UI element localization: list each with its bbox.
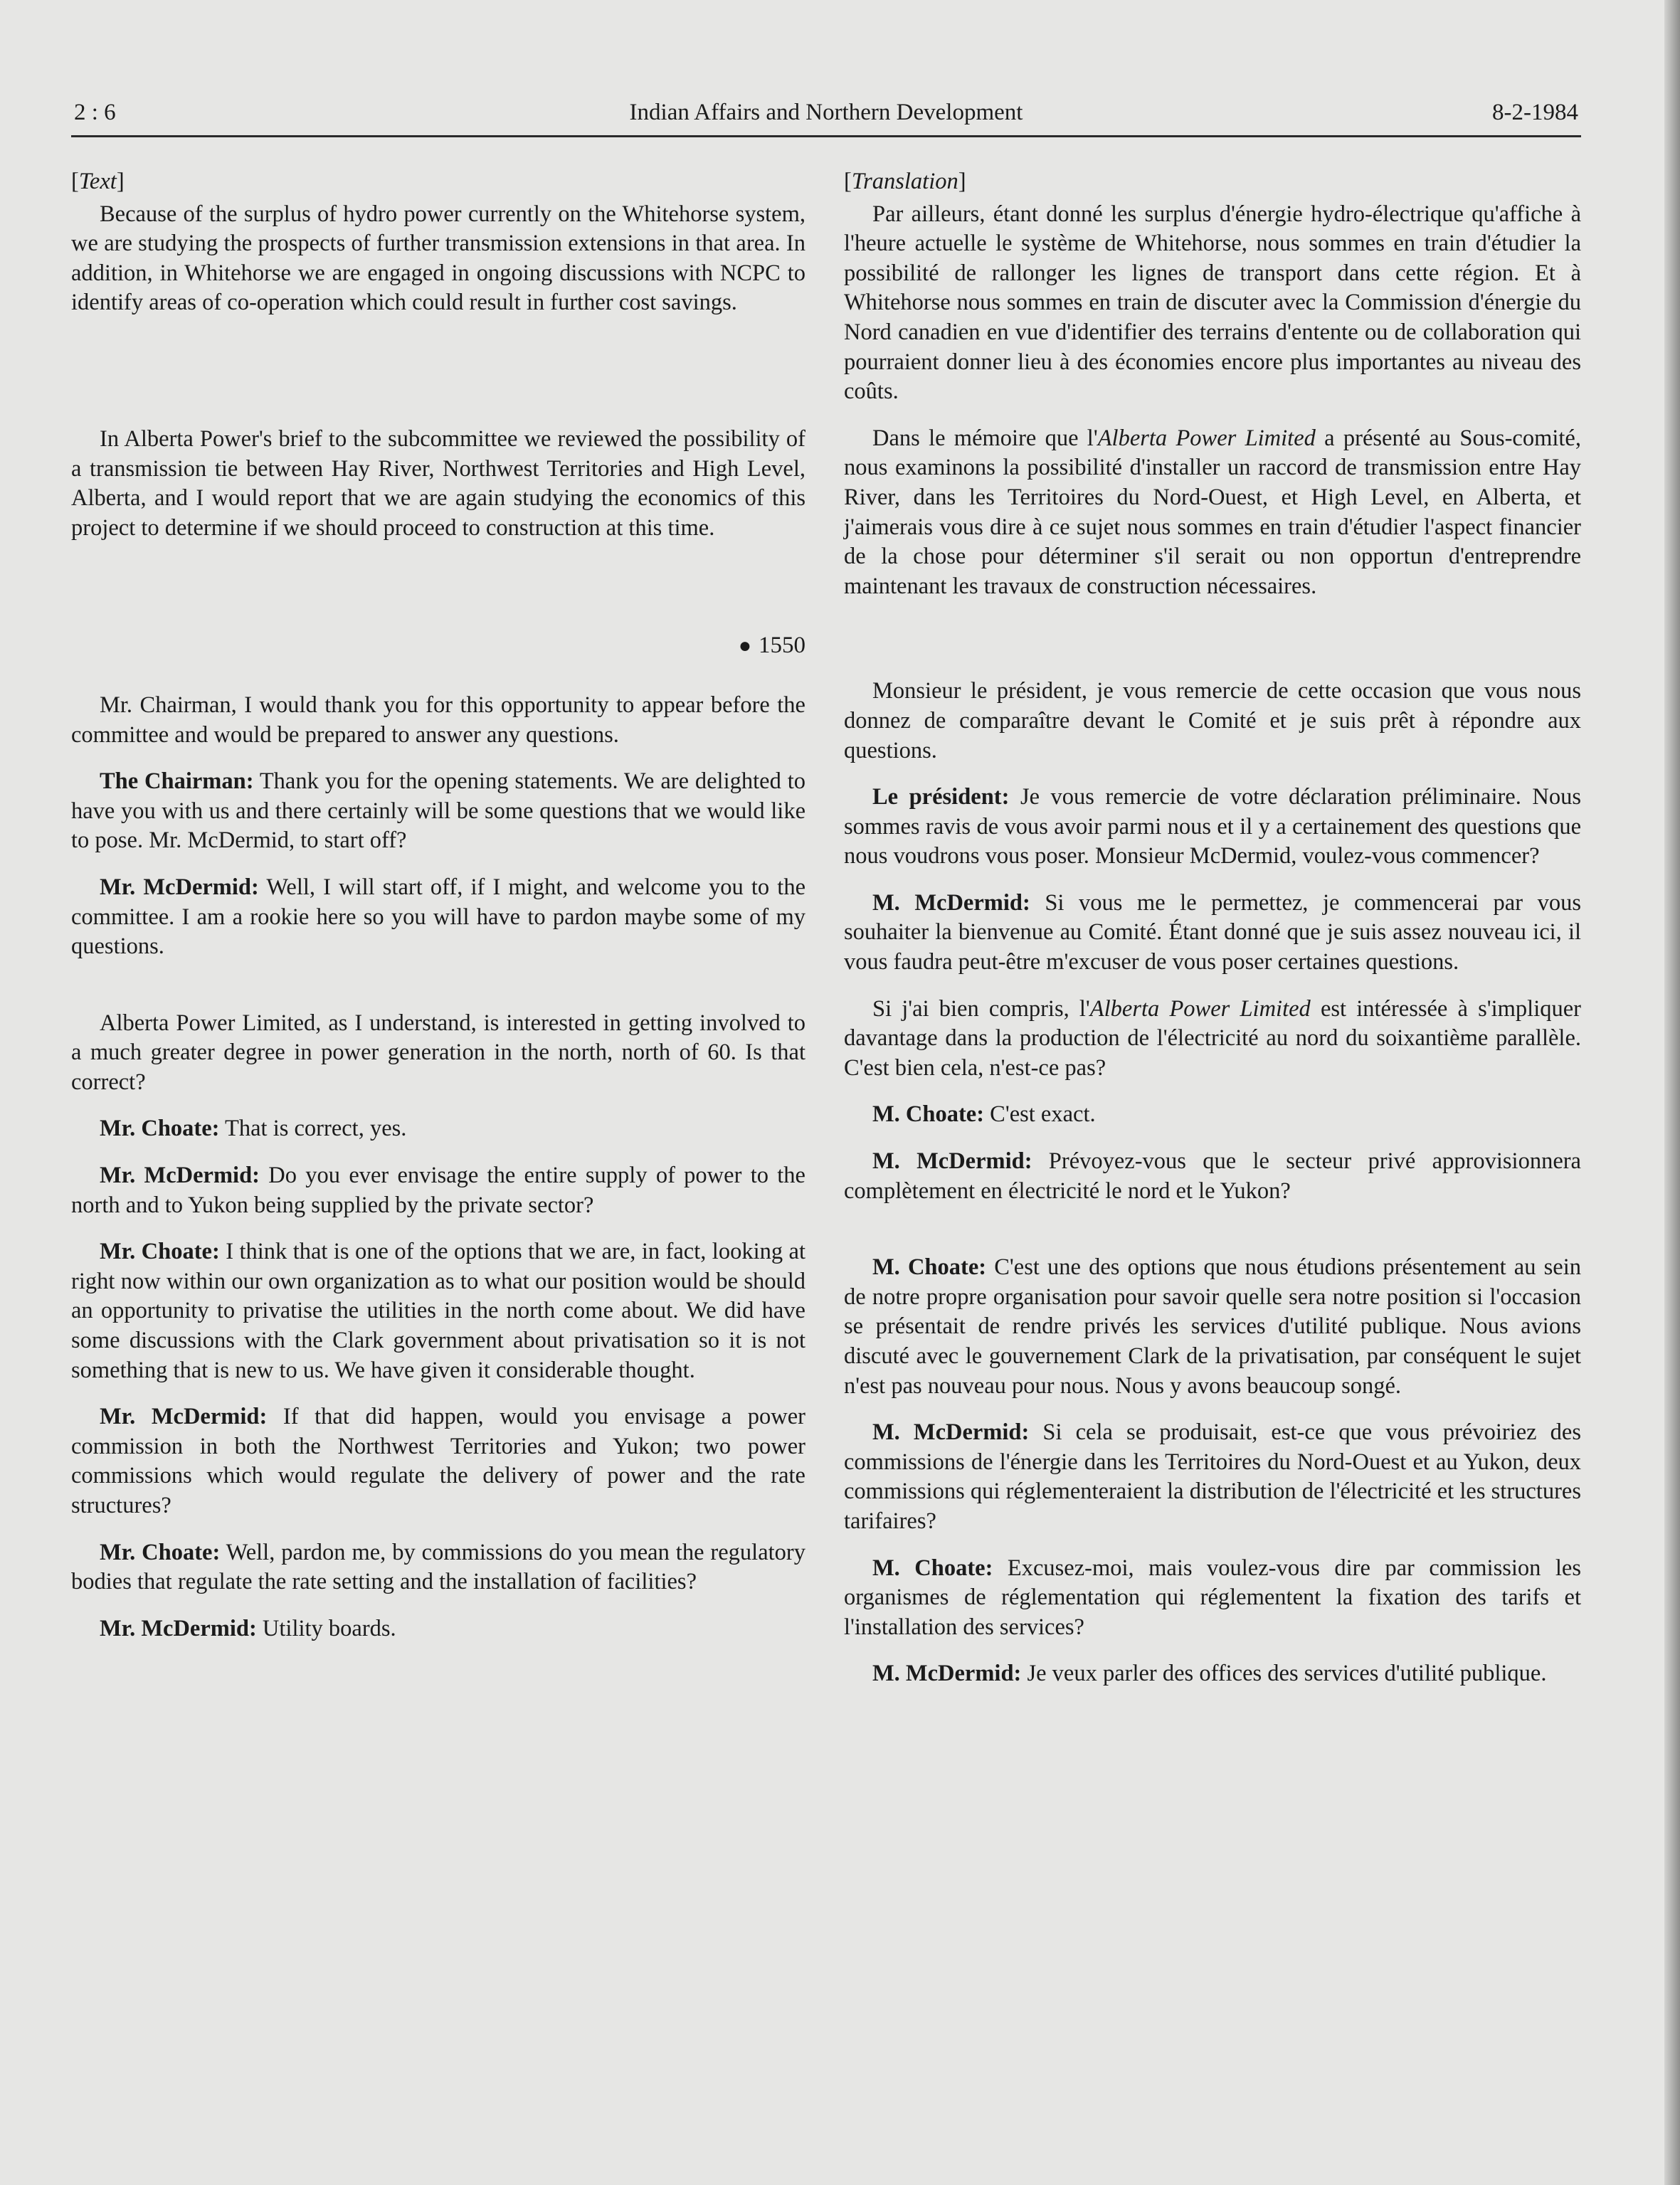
speaker-name: M. Choate: <box>872 1254 987 1281</box>
speaker-name: Mr. Choate: <box>100 1116 220 1142</box>
paragraph: Mr. Chairman, I would thank you for this opportunity to appear before the committee and would be prepared to answer any questions. <box>71 692 805 748</box>
speech: M. McDermid: Si vous me le permettez, je commencerai par vous souhaiter la bienvenue au Comité. Étant donné que je suis assez nouveau ici, il vous faudra peut-être m'excuser de vous poser certaines questions. <box>844 889 1581 975</box>
speaker-name: Le président: <box>872 784 1010 810</box>
paragraph: Alberta Power Limited, as I understand, is interested in getting involved to a much greater degree in power generation in the north, north of 60. Is that correct? <box>71 1010 805 1095</box>
page-number: 2 : 6 <box>74 100 116 125</box>
speaker-name: M. McDermid: <box>872 1419 1030 1446</box>
paragraph: Because of the surplus of hydro power currently on the Whitehorse system, we are studying the prospects of further transmission extensions in that area. In addition, in Whitehorse we are engaged in ongoing discussions with NCPC to identify areas of co-operation which could result in further cost savings. <box>71 201 805 316</box>
speaker-name: Mr. McDermid: <box>100 874 259 900</box>
header-date: 8-2-1984 <box>1492 100 1578 125</box>
speech: M. McDermid: Si cela se produisait, est-ce que vous prévoiriez des commissions de l'énergie dans les Territoires du Nord-Ouest et au Yukon, deux commissions qui réglementeraient la distribution de l'électricité et les structures tarifaires? <box>844 1419 1581 1534</box>
speech: Mr. McDermid: Do you ever envisage the entire supply of power to the north and to Yukon being supplied by the private sector? <box>71 1163 805 1218</box>
page-header <box>71 97 1581 137</box>
speaker-name: Mr. Choate: <box>100 1239 220 1265</box>
speaker-name: M. McDermid: <box>872 1661 1022 1687</box>
speech: Le président: Je vous remercie de votre déclaration préliminaire. Nous sommes ravis de vous avoir parmi nous et il y a certainement des questions que nous voudrons vous poser. Monsieur McDermid, voulez-vous commencer? <box>844 784 1581 869</box>
french-column <box>844 167 1581 1706</box>
speaker-name: M. McDermid: <box>872 1148 1032 1175</box>
speech: The Chairman: Thank you for the opening statements. We are delighted to have you with us and there certainly will be some questions that we would like to pose. Mr. McDermid, to start off? <box>71 768 805 854</box>
translation-label: [Translation] <box>844 169 966 194</box>
speech: Mr. Choate: That is correct, yes. <box>100 1116 407 1142</box>
speaker-name: Mr. McDermid: <box>100 1404 268 1430</box>
speaker-name: Mr. McDermid: <box>100 1163 260 1189</box>
speaker-name: The Chairman: <box>100 768 254 795</box>
speaker-name: Mr. McDermid: <box>100 1615 257 1641</box>
speech: Mr. Choate: Well, pardon me, by commissions do you mean the regulatory bodies that regulate the rate setting and the installation of facilities? <box>71 1539 805 1595</box>
speech: M. Choate: C'est exact. <box>872 1101 1096 1128</box>
speaker-name: M. Choate: <box>872 1101 985 1128</box>
paragraph: Monsieur le président, je vous remercie de cette occasion que vous nous donnez de comparaître devant le Comité et je suis prêt à répondre aux questions. <box>844 678 1581 763</box>
time-marker: ● 1550 <box>738 633 805 659</box>
bullet-icon: ● <box>738 634 751 658</box>
paragraph: Dans le mémoire que l'Alberta Power Limited a présenté au Sous-comité, nous examinons la possibilité d'installer un raccord de transmission entre Hay River, dans les Territoires du Nord-Ouest, et High Level, en Alberta, et j'aimerais vous dire à ce sujet nous sommes en train d'étudier l'aspect financier de la chose pour déterminer s'il serait ou non opportun d'entreprendre maintenant les travaux de construction nécessaires. <box>844 425 1581 599</box>
speech: Mr. McDermid: Well, I will start off, if I might, and welcome you to the committee. I am a rookie here so you will have to pardon maybe some of my questions. <box>71 874 805 960</box>
paragraph: In Alberta Power's brief to the subcommittee we reviewed the possibility of a transmission tie between Hay River, Northwest Territories and High Level, Alberta, and I would report that we are again studying the economics of this project to determine if we should proceed to construction at this time. <box>71 425 805 541</box>
running-title: Indian Affairs and Northern Development <box>629 100 1023 125</box>
speaker-name: M. Choate: <box>872 1555 993 1581</box>
page-edge-shadow <box>1664 0 1680 2185</box>
speaker-name: Mr. Choate: <box>100 1539 221 1565</box>
text-label: [Text] <box>71 169 125 194</box>
speech: M. McDermid: Prévoyez-vous que le secteur privé approvisionnera complètement en électricité le nord et le Yukon? <box>844 1148 1581 1204</box>
speech: M. Choate: Excusez-moi, mais voulez-vous dire par commission les organismes de réglementation qui réglementent la fixation des tarifs et l'installation des services? <box>844 1555 1581 1640</box>
speech: Mr. Choate: I think that is one of the options that we are, in fact, looking at right now within our own organization as to what our position would be should an opportunity to privatise the utilities in the north come about. We did have some discussions with the Clark government about privatisation so it is not something that is new to us. We have given it considerable thought. <box>71 1239 805 1383</box>
paragraph: Par ailleurs, étant donné les surplus d'énergie hydro-électrique qu'affiche à l'heure actuelle le système de Whitehorse, nous sommes en train d'étudier la possibilité de rallonger les lignes de transport dans cette région. Et à Whitehorse nous sommes en train de discuter avec la Commission d'énergie du Nord canadien en vue d'identifier des terrains d'entente ou de collaboration qui pourraient donner lieu à des économies encore plus importantes au niveau des coûts. <box>844 201 1581 405</box>
paragraph: Si j'ai bien compris, l'Alberta Power Limited est intéressée à s'impliquer davantage dans la production de l'électricité au nord du soixantième parallèle. C'est bien cela, n'est-ce pas? <box>844 995 1581 1081</box>
english-column <box>71 167 805 1661</box>
speech: Mr. McDermid: Utility boards. <box>100 1615 396 1641</box>
speaker-name: M. McDermid: <box>872 889 1030 916</box>
speech: M. Choate: C'est une des options que nous étudions présentement au sein de notre propre organisation pour savoir quelle sera notre position si l'occasion se présentait de rendre privés les services d'utilité publique. Nous avions discuté avec le gouvernement Clark de la privatisation, par conséquent le sujet n'est pas nouveau pour nous. Nous y avons beaucoup songé. <box>844 1254 1581 1399</box>
speech: M. McDermid: Je veux parler des offices des services d'utilité publique. <box>872 1661 1547 1687</box>
speech: Mr. McDermid: If that did happen, would you envisage a power commission in both the Northwest Territories and Yukon; two power commissions which would regulate the delivery of power and the rate structures? <box>71 1404 805 1518</box>
